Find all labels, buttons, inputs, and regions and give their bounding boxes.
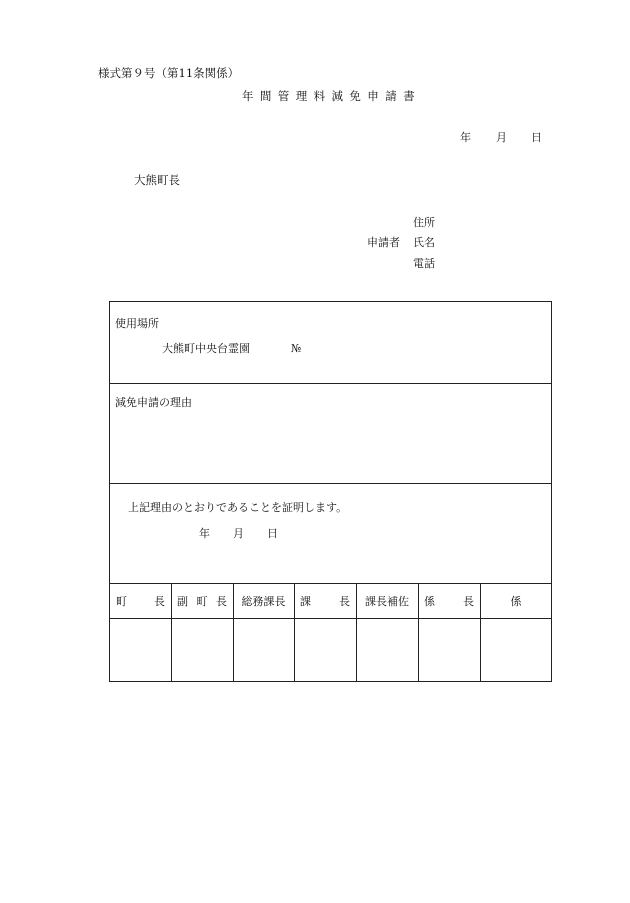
approval-header-deputy-mayor [171, 584, 233, 618]
divider [110, 618, 551, 619]
plot-number-label: № [291, 342, 302, 355]
document-title: 年間管理料減免申請書 [242, 89, 421, 103]
header-char: 長 [339, 595, 350, 608]
usage-place-label: 使用場所 [115, 317, 159, 330]
address-label: 住所 [413, 216, 435, 229]
form-number: 様式第９号（第11条関係） [98, 66, 240, 80]
approval-header-mayor [110, 584, 171, 618]
header-char: 長 [463, 595, 474, 608]
certification-year-label: 年 [199, 527, 210, 540]
application-table [109, 301, 552, 682]
header-char: 町 [196, 595, 208, 608]
date-year-label: 年 [460, 131, 471, 144]
approval-header-unit-chief [418, 584, 480, 618]
header-char: 課 [300, 595, 311, 608]
date-month-label: 月 [496, 131, 507, 144]
header-char: 係 [424, 595, 435, 608]
phone-label: 電話 [413, 257, 435, 270]
divider [110, 383, 551, 384]
approval-header-general-affairs-chief [233, 584, 294, 618]
approval-header-assistant-chief [356, 584, 418, 618]
header-text: 課長補佐 [365, 595, 409, 608]
applicant-label: 申請者 [367, 236, 400, 249]
header-char: 長 [154, 595, 165, 608]
header-char: 町 [116, 595, 127, 608]
header-text: 係 [510, 595, 522, 608]
header-char: 長 [216, 595, 227, 608]
header-text: 総務課長 [241, 595, 286, 608]
header-char: 副 [177, 595, 188, 608]
usage-place-value: 大熊町中央台霊園 [162, 342, 250, 355]
certification-month-label: 月 [233, 527, 244, 540]
name-label: 氏名 [413, 236, 435, 249]
divider [110, 483, 551, 484]
certification-day-label: 日 [267, 527, 278, 540]
date-day-label: 日 [531, 131, 542, 144]
approval-header-row [110, 584, 551, 618]
approval-header-section-chief [294, 584, 356, 618]
approval-header-staff [480, 584, 552, 618]
reason-label: 減免申請の理由 [115, 396, 192, 409]
certification-text: 上記理由のとおりであることを証明します。 [128, 501, 348, 514]
addressee: 大熊町長 [134, 173, 180, 187]
